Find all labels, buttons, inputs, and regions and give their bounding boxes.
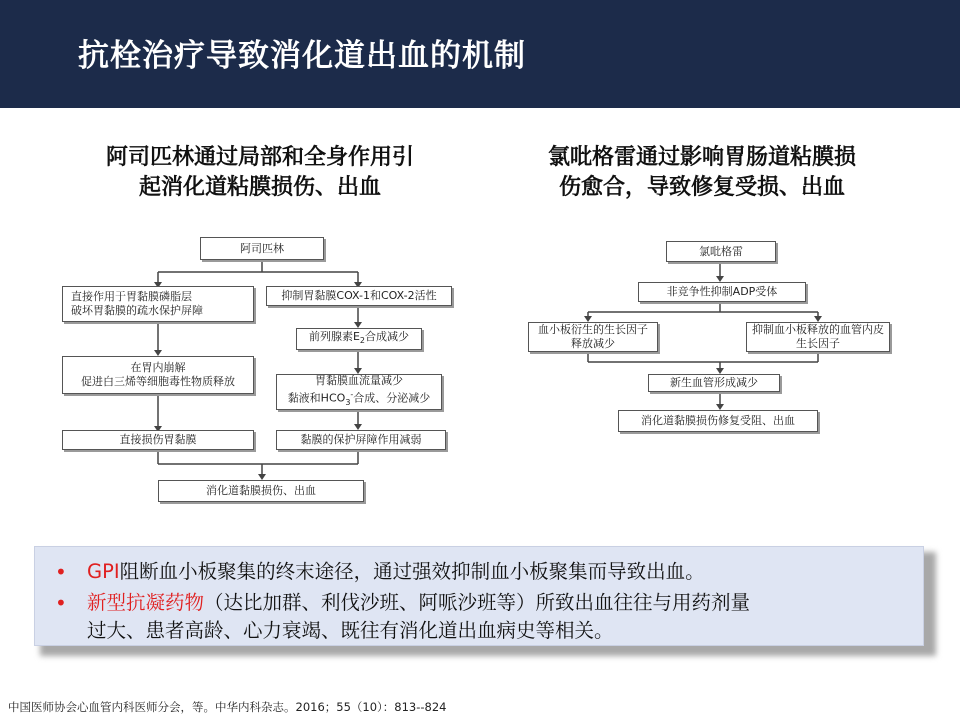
clopidogrel-box [666, 241, 776, 262]
noac-description-continued: 过大、患者高龄、心力衰竭、既往有消化道出血病史等相关。 [87, 619, 614, 642]
vegf-box [746, 322, 890, 352]
disintegration-line2: 促进白三烯等细胞毒性物质释放 [81, 375, 235, 388]
direct-action-line1: 直接作用于胃黏膜磷脂层 [71, 290, 192, 303]
aspirin-box-label: 阿司匹林 [240, 241, 284, 255]
clopidogrel-heading-line2: 伤愈合，导致修复受损、出血 [558, 175, 845, 200]
direct-action-line2: 破坏胃黏膜的疏水保护屏障 [71, 304, 203, 317]
pdgf-box [528, 322, 658, 352]
gpi-highlight: GPI [87, 560, 120, 583]
adp-receptor-box [638, 282, 806, 302]
aspirin-heading-line1: 阿司匹林通过局部和全身作用引 [105, 145, 414, 170]
noac-description: （达比加群、利伐沙班、阿哌沙班等）所致出血往往与用药剂量 [204, 591, 751, 614]
aspirin-outcome-label: 消化道黏膜损伤、出血 [206, 484, 316, 497]
blood-flow-line1: 胃黏膜血流量减少 [315, 374, 403, 388]
clopidogrel-heading-line1: 氯吡格雷通过影响胃肠道粘膜损 [547, 145, 856, 170]
slide-title: 抗栓治疗导致消化道出血的机制 [78, 38, 526, 74]
clopidogrel-outcome-label: 消化道黏膜损伤修复受阻、出血 [641, 414, 795, 427]
bullet-marker: • [55, 560, 67, 584]
vegf-line2: 生长因子 [796, 337, 840, 350]
mucus-post: 合成、分泌减少 [353, 391, 431, 405]
bullet-marker: • [55, 591, 67, 615]
cox-inhibition-label: 抑制胃黏膜COX-1和COX-2活性 [281, 289, 437, 302]
pdgf-line1: 血小板衍生的生长因子 [538, 323, 648, 336]
pdgf-line2: 释放减少 [571, 337, 615, 350]
angiogenesis-label: 新生血管形成减少 [670, 376, 758, 389]
barrier-weakened-label: 黏膜的保护屏障作用减弱 [300, 433, 422, 446]
angiogenesis-box [648, 374, 780, 392]
adp-receptor-label: 非竞争性抑制ADP受体 [666, 285, 778, 298]
citation: 中国医师协会心血管内科医师分会，等。中华内科杂志。2016；55（10）：813--824 [8, 700, 447, 714]
mucus-sub: 3 [345, 397, 351, 407]
disintegration-line1: 在胃内崩解 [130, 361, 186, 374]
prostaglandin-pre: 前列腺素E [308, 329, 360, 343]
gpi-description: 阻断血小板聚集的终末途径，通过强效抑制血小板聚集而导致出血。 [119, 560, 705, 583]
mucus-sup: - [350, 390, 354, 400]
vegf-line1: 抑制血小板释放的血管内皮 [752, 323, 884, 336]
clopidogrel-box-label: 氯吡格雷 [699, 244, 743, 258]
prostaglandin-post: 合成减少 [365, 329, 410, 343]
mucus-pre: 黏液和HCO [287, 391, 346, 405]
note-box [34, 546, 924, 646]
clopidogrel-outcome-box [618, 410, 818, 432]
direct-damage-label: 直接损伤胃黏膜 [119, 433, 197, 446]
bullet-noac-text [87, 589, 750, 617]
aspirin-heading-line2: 起消化道粘膜损伤、出血 [138, 175, 381, 200]
bullet-gpi-text [87, 558, 705, 586]
noac-highlight: 新型抗凝药物 [87, 591, 205, 614]
prostaglandin-sub: 2 [359, 336, 366, 346]
